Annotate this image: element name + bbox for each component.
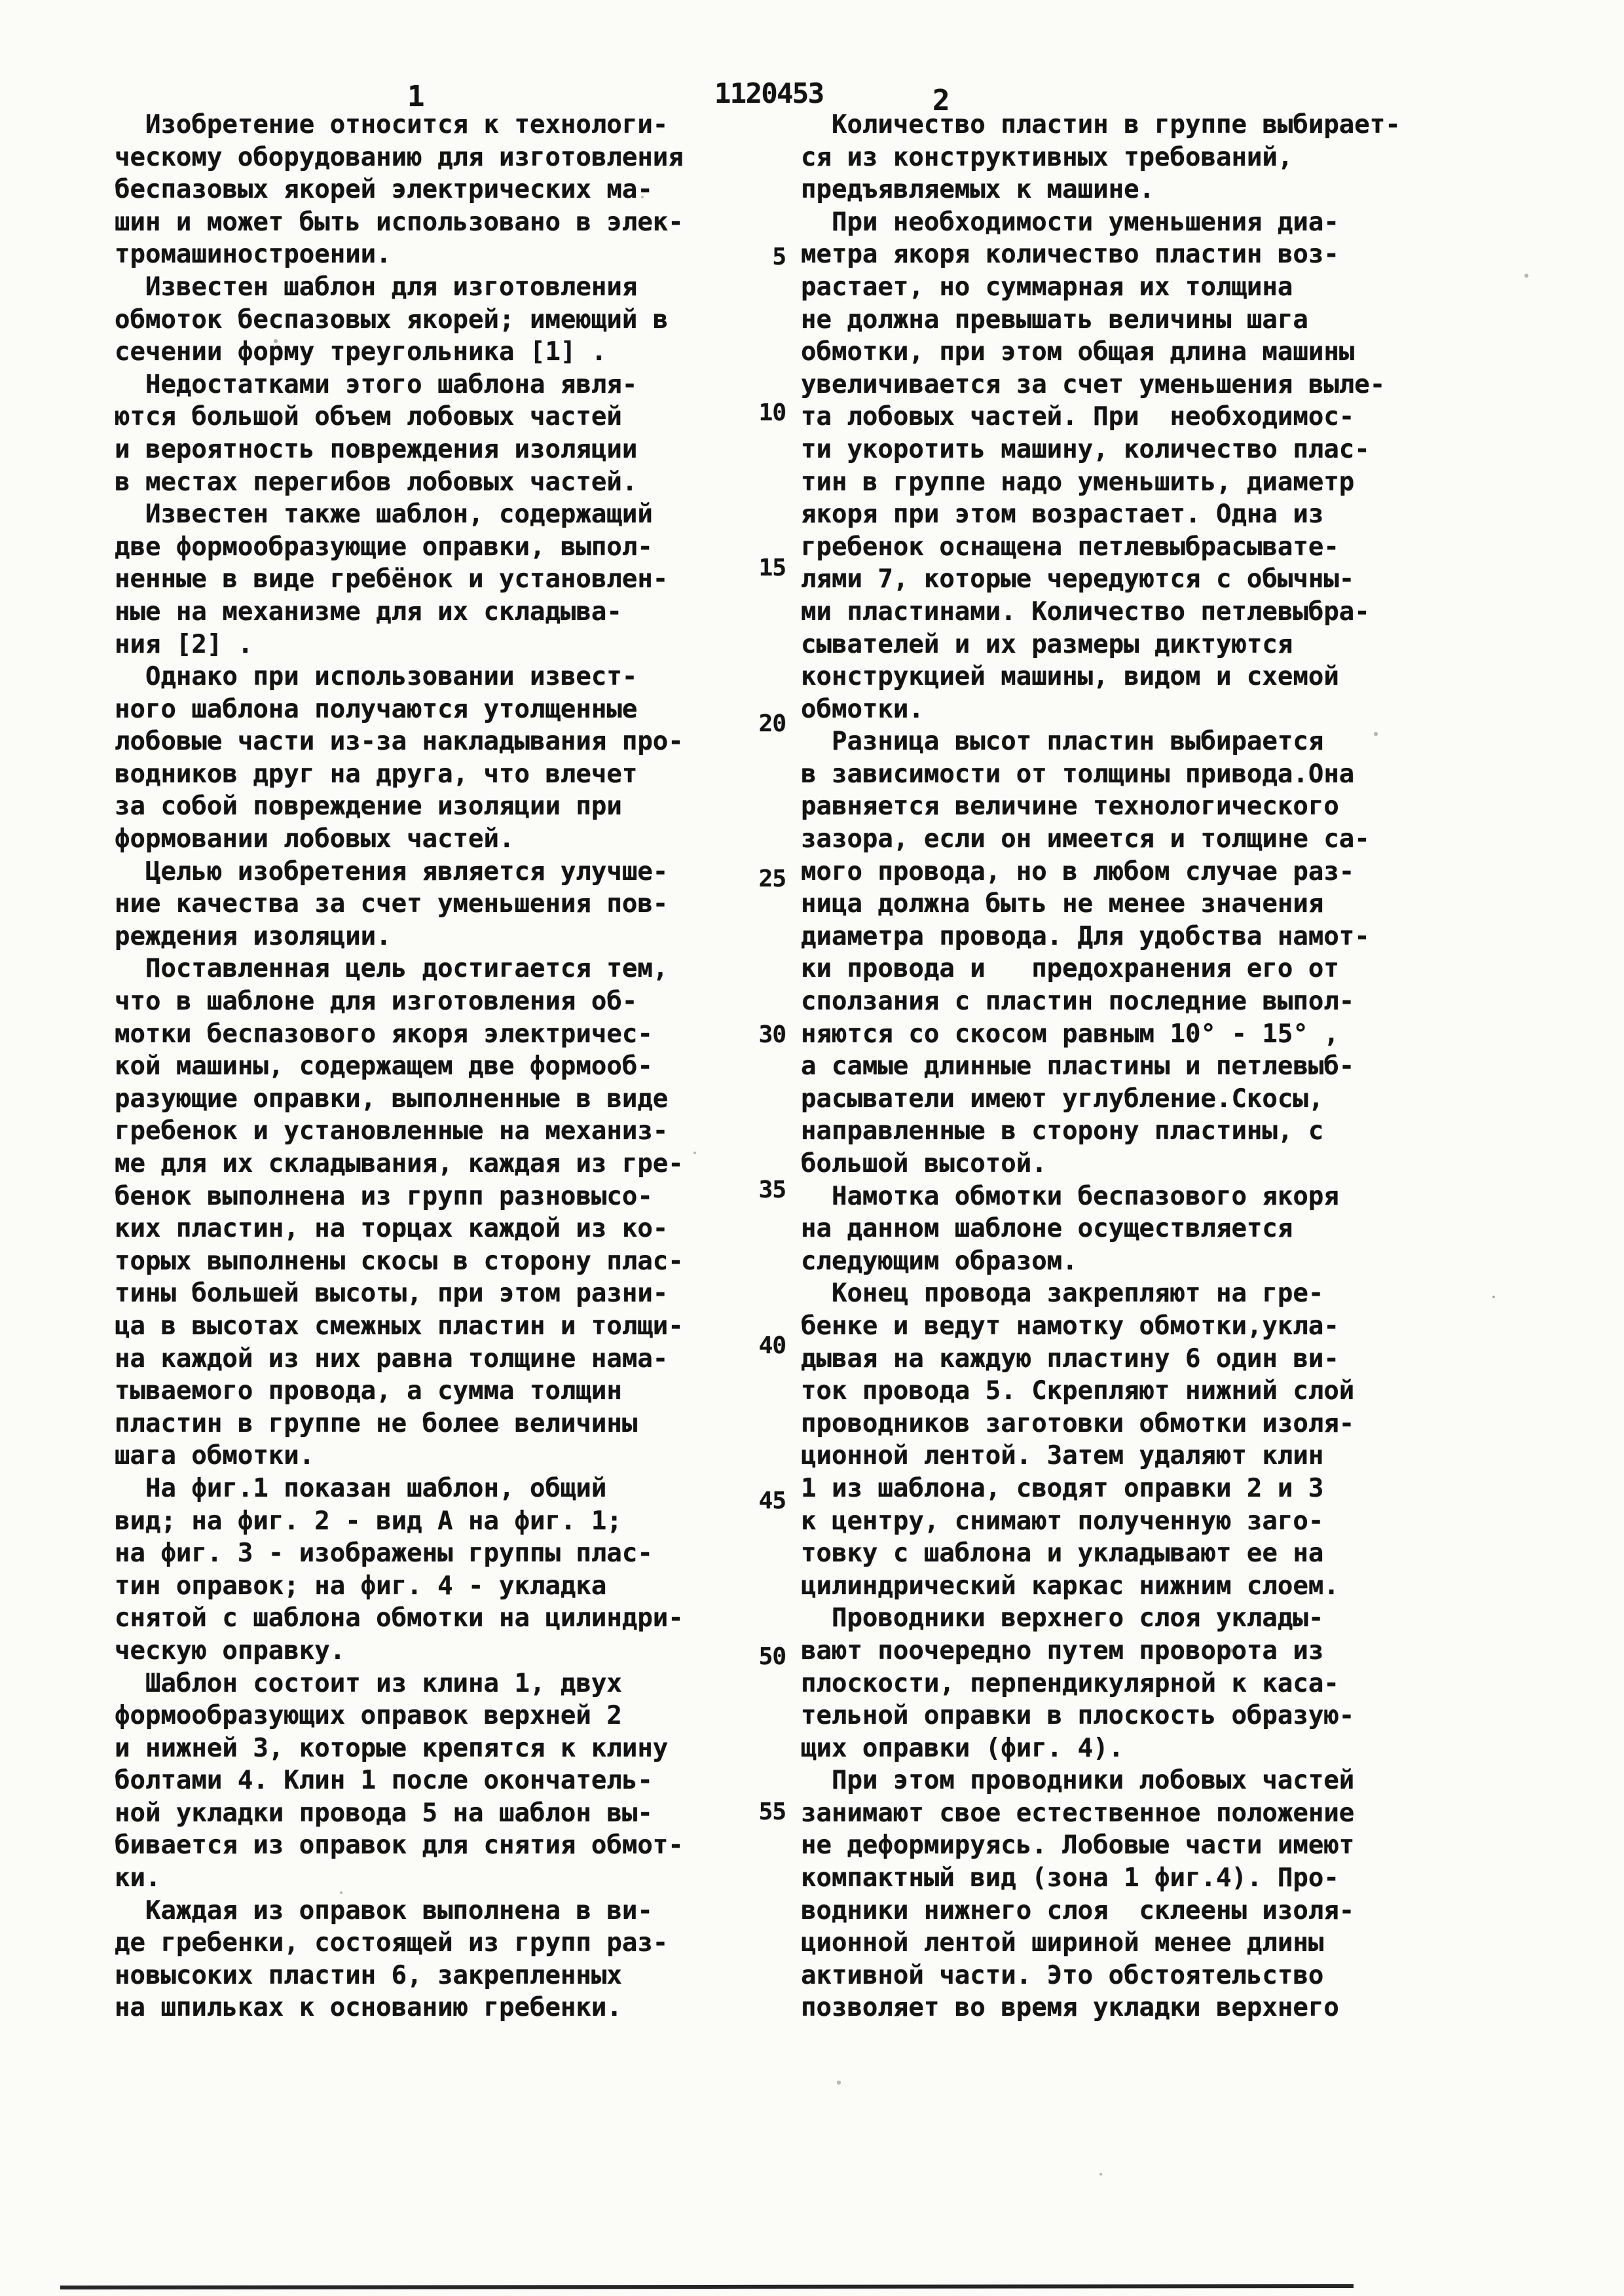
text-line: растает, но суммарная их толщина <box>801 272 1293 302</box>
text-line: шин и может быть использовано в элек- <box>115 207 684 237</box>
text-line: ких пластин, на торцах каждой из ко- <box>115 1214 669 1244</box>
gutter-line-number: 5 <box>772 244 786 270</box>
text-line: на шпильках к основанию гребенки. <box>115 1993 622 2023</box>
text-line: При необходимости уменьшения диа- <box>801 207 1339 237</box>
text-line: беспазовых якорей электрических ма- <box>115 175 653 205</box>
column-number-left: 1 <box>407 80 424 113</box>
gutter-line-number: 30 <box>758 1021 786 1048</box>
text-line: ся из конструктивных требований, <box>801 142 1293 172</box>
text-line: тин в группе надо уменьшить, диаметр <box>801 467 1355 497</box>
text-line: бенке и ведут намотку обмотки,укла- <box>801 1311 1339 1341</box>
text-line: шага обмотки. <box>115 1441 315 1471</box>
text-line: обмотки. <box>801 694 924 724</box>
text-line: вают поочередно путем проворота из <box>801 1635 1324 1666</box>
gutter-line-number: 40 <box>758 1332 786 1359</box>
text-line: метра якоря количество пластин воз- <box>801 240 1339 270</box>
text-line: ки провода и предохранения его от <box>801 954 1339 984</box>
text-line: большой высотой. <box>801 1149 1047 1178</box>
text-line: При этом проводники лобовых частей <box>801 1766 1355 1796</box>
text-line: к центру, снимают полученную заго- <box>801 1506 1324 1536</box>
text-line: Количество пластин в группе выбирает- <box>801 110 1401 139</box>
gutter-line-number: 45 <box>758 1487 786 1514</box>
text-line: цилиндрический каркас нижним слоем. <box>801 1571 1339 1601</box>
text-line: ются большой объем лобовых частей <box>115 402 622 432</box>
gutter-line-number: 15 <box>758 555 786 581</box>
text-line: что в шаблоне для изготовления об- <box>115 987 638 1017</box>
text-line: якоря при этом возрастает. Одна из <box>801 500 1324 530</box>
text-line: ми пластинами. Количество петлевыбра- <box>801 596 1370 627</box>
text-line: направленные в сторону пластины, с <box>801 1116 1324 1146</box>
text-line: две формообразующие оправки, выпол- <box>115 532 653 562</box>
text-line: ного шаблона получаются утолщенные <box>115 694 638 724</box>
text-line: не должна превышать величины шага <box>801 304 1308 335</box>
text-line: мотки беспазового якоря электричес- <box>115 1019 653 1049</box>
text-line: Каждая из оправок выполнена в ви- <box>115 1895 653 1925</box>
text-line: зазора, если он имеется и толщине са- <box>801 824 1370 854</box>
text-line: за собой повреждение изоляции при <box>115 792 622 822</box>
text-line: предъявляемых к машине. <box>801 175 1155 205</box>
text-line: лобовые части из-за накладывания про- <box>115 727 684 757</box>
text-line: новысоких пластин 6, закрепленных <box>115 1960 622 1990</box>
text-line: в зависимости от толщины привода.Она <box>801 759 1355 789</box>
text-line: болтами 4. Клин 1 после окончатель- <box>115 1766 653 1796</box>
text-line: снятой с шаблона обмотки на цилиндри- <box>115 1603 684 1633</box>
text-line: Разница высот пластин выбирается <box>801 727 1324 757</box>
text-line: няются со скосом равным 10° - 15° , <box>801 1019 1339 1049</box>
text-line: кой машины, содержащем две формооб- <box>115 1051 653 1082</box>
text-line: ческому оборудованию для изготовления <box>115 142 684 172</box>
text-line: конструкцией машины, видом и схемой <box>801 662 1339 692</box>
text-line: водники нижнего слоя склеены изоля- <box>801 1895 1355 1925</box>
text-column-right <box>801 109 1416 2024</box>
text-line: ной укладки провода 5 на шаблон вы- <box>115 1798 653 1828</box>
text-line: гребенок и установленные на механиз- <box>115 1116 669 1146</box>
gutter-line-number: 25 <box>758 866 786 892</box>
text-line: сывателей и их размеры диктуются <box>801 629 1293 659</box>
text-line: ционной лентой. Затем удаляют клин <box>801 1441 1324 1471</box>
text-line: 1 из шаблона, сводят оправки 2 и 3 <box>801 1473 1324 1503</box>
text-line: проводников заготовки обмотки изоля- <box>801 1408 1355 1438</box>
text-line: пластин в группе не более величины <box>115 1408 638 1438</box>
text-line: Целью изобретения является улучше- <box>115 856 669 886</box>
text-line: тин оправок; на фиг. 4 - укладка <box>115 1571 607 1601</box>
text-line: ционной лентой шириной менее длины <box>801 1928 1324 1958</box>
column-number-right: 2 <box>932 84 949 117</box>
text-line: реждения изоляции. <box>115 921 392 951</box>
text-line: ти укоротить машину, количество плас- <box>801 434 1370 464</box>
text-line: занимают свое естественное положение <box>801 1798 1355 1828</box>
text-line: Известен также шаблон, содержащий <box>115 500 653 530</box>
text-line: тины большей высоты, при этом разни- <box>115 1279 669 1309</box>
text-line: и нижней 3, которые крепятся к клину <box>115 1733 669 1763</box>
text-line: компактный вид (зона 1 фиг.4). Про- <box>801 1863 1339 1893</box>
text-line: Недостатками этого шаблона явля- <box>115 369 638 399</box>
text-line: обмоток беспазовых якорей; имеющий в <box>115 304 669 335</box>
text-line: ток провода 5. Скрепляют нижний слой <box>801 1376 1355 1406</box>
gutter-line-number: 55 <box>758 1798 786 1825</box>
text-line: Конец провода закрепляют на гре- <box>801 1279 1324 1309</box>
text-line: Изобретение относится к технологи- <box>115 110 669 139</box>
text-line: в местах перегибов лобовых частей. <box>115 467 638 497</box>
text-line: и вероятность повреждения изоляции <box>115 434 638 464</box>
text-line: тромашиностроении. <box>115 240 392 270</box>
text-line: увеличивается за счет уменьшения выле- <box>801 369 1386 399</box>
text-line: а самые длинные пластины и петлевыб- <box>801 1051 1355 1082</box>
text-line: формообразующих оправок верхней 2 <box>115 1701 622 1731</box>
text-line: равняется величине технологического <box>801 792 1339 822</box>
text-line: ненные в виде гребёнок и установлен- <box>115 564 669 594</box>
text-line: не деформируясь. Лобовые части имеют <box>801 1831 1355 1861</box>
text-line: ние качества за счет уменьшения пов- <box>115 889 669 919</box>
text-line: плоскости, перпендикулярной к каса- <box>801 1668 1339 1698</box>
text-line: лями 7, которые чередуются с обычны- <box>801 564 1355 594</box>
text-line: обмотки, при этом общая длина машины <box>801 337 1355 367</box>
text-line: на каждой из них равна толщине нама- <box>115 1343 669 1374</box>
text-line: ния [2] . <box>115 629 253 659</box>
gutter-line-number: 10 <box>758 399 786 426</box>
text-line: бенок выполнена из групп разновысо- <box>115 1181 653 1211</box>
text-line: тываемого провода, а сумма толщин <box>115 1376 622 1406</box>
text-line: дывая на каждую пластину 6 один ви- <box>801 1343 1339 1374</box>
text-line: водников друг на друга, что влечет <box>115 759 638 789</box>
text-line: бивается из оправок для снятия обмот- <box>115 1831 684 1861</box>
text-line: сечении форму треугольника [1] . <box>115 337 607 367</box>
text-line: на фиг. 3 - изображены группы плас- <box>115 1539 653 1569</box>
text-line: де гребенки, состоящей из групп раз- <box>115 1928 669 1958</box>
gutter-line-number: 35 <box>758 1176 786 1203</box>
text-line: расыватели имеют углубление.Скосы, <box>801 1084 1324 1114</box>
text-line: Шаблон состоит из клина 1, двух <box>115 1668 622 1698</box>
patent-number: 1120453 <box>714 77 824 109</box>
gutter-line-number: 20 <box>758 710 786 737</box>
text-line: Поставленная цель достигается тем, <box>115 954 669 984</box>
text-line: на данном шаблоне осуществляется <box>801 1214 1293 1244</box>
text-line: щих оправки (фиг. 4). <box>801 1733 1124 1763</box>
gutter-line-number: 50 <box>758 1643 786 1670</box>
text-line: следующим образом. <box>801 1246 1078 1276</box>
text-line: ки. <box>115 1863 161 1893</box>
line-number-gutter <box>720 0 786 2296</box>
text-line: Известен шаблон для изготовления <box>115 272 638 302</box>
text-line: Однако при использовании извест- <box>115 662 638 692</box>
text-line: ница должна быть не менее значения <box>801 889 1324 919</box>
text-line: ме для их складывания, каждая из гре- <box>115 1149 684 1178</box>
text-line: позволяет во время укладки верхнего <box>801 1993 1339 2023</box>
text-line: диаметра провода. Для удобства намот- <box>801 921 1370 951</box>
text-line: товку с шаблона и укладывают ее на <box>801 1539 1324 1569</box>
text-line: формовании лобовых частей. <box>115 824 515 854</box>
text-line: активной части. Это обстоятельство <box>801 1960 1324 1990</box>
text-line: Намотка обмотки беспазового якоря <box>801 1181 1339 1211</box>
text-line: торых выполнены скосы в сторону плас- <box>115 1246 684 1276</box>
text-line: ческую оправку. <box>115 1635 346 1666</box>
bottom-scan-edge-line <box>60 2284 1354 2289</box>
text-line: ные на механизме для их складыва- <box>115 596 622 627</box>
text-line: мого провода, но в любом случае раз- <box>801 856 1355 886</box>
text-line: разующие оправки, выполненные в виде <box>115 1084 669 1114</box>
text-line: сползания с пластин последние выпол- <box>801 987 1355 1017</box>
text-line: та лобовых частей. При необходимос- <box>801 402 1355 432</box>
text-line: вид; на фиг. 2 - вид А на фиг. 1; <box>115 1506 622 1536</box>
text-column-left <box>115 109 724 2024</box>
text-line: тельной оправки в плоскость образую- <box>801 1701 1355 1731</box>
text-line: ца в высотах смежных пластин и толщи- <box>115 1311 684 1341</box>
text-line: На фиг.1 показан шаблон, общий <box>115 1473 607 1503</box>
text-line: гребенок оснащена петлевыбрасывате- <box>801 532 1339 562</box>
text-line: Проводники верхнего слоя уклады- <box>801 1603 1324 1633</box>
